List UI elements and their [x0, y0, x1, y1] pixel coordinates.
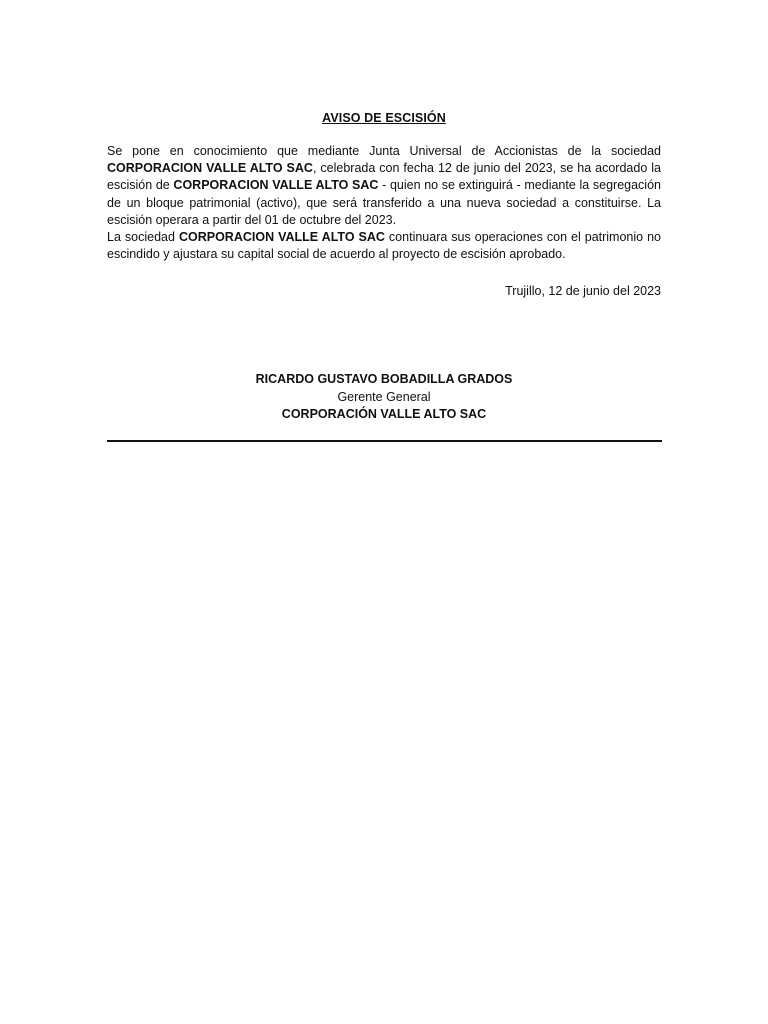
document-title: AVISO DE ESCISIÓN [322, 111, 446, 125]
company-name: CORPORACION VALLE ALTO SAC [173, 178, 379, 193]
document-body [107, 143, 661, 263]
signer-company: CORPORACIÓN VALLE ALTO SAC [281, 407, 487, 421]
paragraph-announcement [107, 143, 661, 229]
paragraph-text: continuara sus operaciones con el patrimonio no escindido y ajustara su capital social de acuerdo al proyecto de escisión aprobado. [107, 230, 662, 262]
company-name: CORPORACION VALLE ALTO SAC [107, 161, 313, 176]
paragraph-text: Se pone en conocimiento que mediante Junta Universal de Accionistas de la sociedad [107, 144, 661, 158]
signature-block [0, 371, 768, 424]
paragraph-text: La sociedad [107, 230, 179, 245]
signer-name: RICARDO GUSTAVO BOBADILLA GRADOS [255, 372, 513, 386]
paragraph-text: - quien no se extinguirá - mediante la segregación de un bloque patrimonial (activo), que será transferido a una nueva sociedad a constituirse. La escisión operara a partir del 01 de octubre del 2023. [107, 178, 661, 227]
paragraph-text: , celebrada con fecha 12 de junio del 2023, se ha acordado la escisión de [107, 161, 661, 193]
horizontal-divider [107, 440, 662, 442]
place-date: Trujillo, 12 de junio del 2023 [505, 284, 661, 298]
company-name: CORPORACION VALLE ALTO SAC [178, 230, 385, 245]
signer-position: Gerente General [337, 389, 431, 404]
paragraph-continuation [107, 229, 661, 263]
